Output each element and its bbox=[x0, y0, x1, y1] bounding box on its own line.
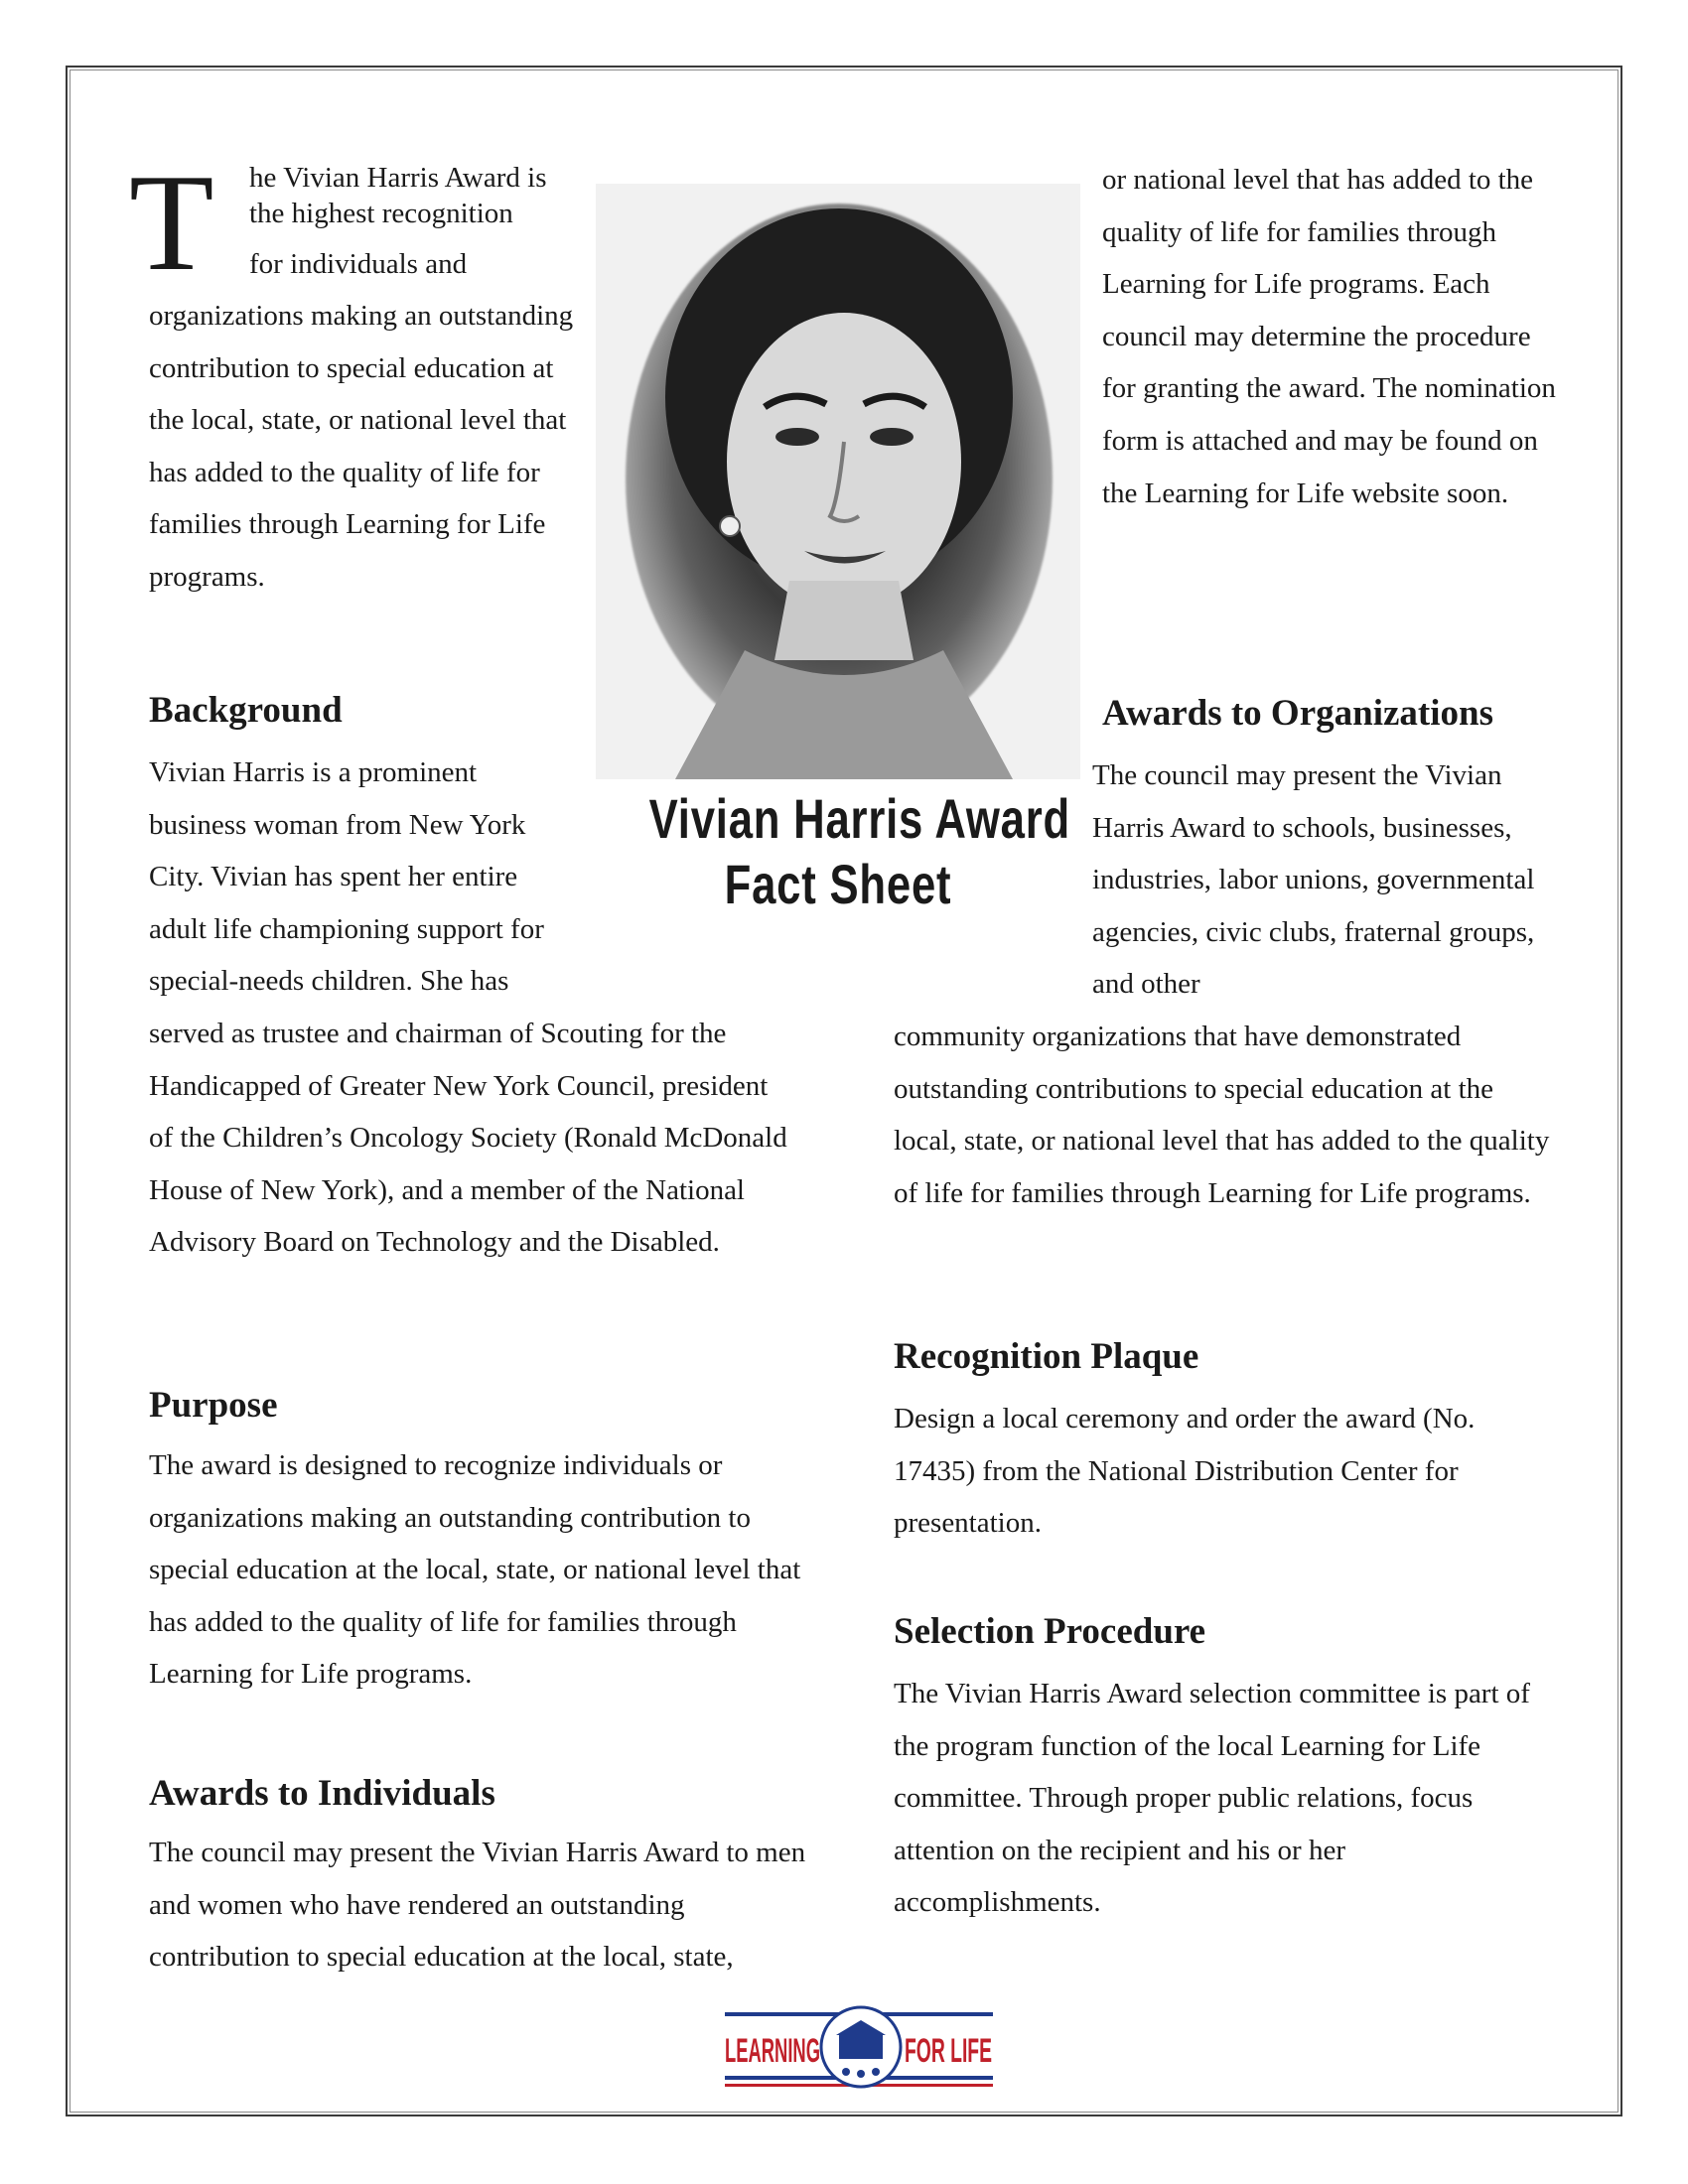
awards-individuals-heading: Awards to Individuals bbox=[149, 1773, 495, 1814]
purpose-heading: Purpose bbox=[149, 1385, 278, 1426]
logo-text-left: LEARNING bbox=[725, 2032, 820, 2070]
selection-procedure-heading: Selection Procedure bbox=[894, 1611, 1206, 1652]
page-title bbox=[648, 786, 1070, 917]
intro-line-2: the highest recognition bbox=[249, 198, 513, 229]
drop-cap: T bbox=[129, 146, 214, 300]
background-paragraph-wide bbox=[149, 1008, 794, 1269]
intro-line-3: for individuals and bbox=[249, 248, 468, 280]
intro-line-1: he Vivian Harris Award is bbox=[249, 162, 547, 194]
background-heading: Background bbox=[149, 690, 343, 731]
title-line-2: Fact Sheet bbox=[724, 853, 952, 915]
logo-seal-building bbox=[839, 2035, 883, 2059]
awards-individuals-paragraph bbox=[149, 1827, 809, 1983]
background-text-wide: served as trustee and chairman of Scouting for the Handicapped of Greater New York Council, president of the Children’s Oncology Society (Ronald McDonald House of New York), and a member of the National Advisory Board on Technology and the Disabled. bbox=[149, 1018, 787, 1259]
background-text-narrow: Vivian Harris is a prominent business woman from New York City. Vivian has spent her entire adult life championing support for special-needs children. She has bbox=[149, 756, 544, 998]
portrait-photo bbox=[596, 184, 1080, 779]
recognition-plaque-heading: Recognition Plaque bbox=[894, 1336, 1199, 1377]
awards-organizations-paragraph-narrow bbox=[1092, 750, 1549, 1011]
selection-procedure-paragraph bbox=[894, 1668, 1559, 1929]
intro-short-lines-1 bbox=[249, 160, 587, 231]
recognition-plaque-paragraph bbox=[894, 1393, 1549, 1550]
purpose-paragraph bbox=[149, 1439, 804, 1701]
learning-for-life-logo bbox=[725, 2000, 993, 2100]
logo-text-right: FOR LIFE bbox=[905, 2032, 992, 2070]
awards-individuals-text: The council may present the Vivian Harris Award to men and women who have rendered an outstanding contribution to special education at the local, state, bbox=[149, 1837, 806, 1974]
recognition-plaque-text: Design a local ceremony and order the award (No. 17435) from the National Distribution Center for presentation. bbox=[894, 1403, 1476, 1540]
awards-organizations-paragraph-wide bbox=[894, 1011, 1554, 1219]
title-line-1: Vivian Harris Award bbox=[648, 787, 1070, 850]
intro-short-lines-2 bbox=[249, 238, 587, 291]
awards-organizations-text-narrow: The council may present the Vivian Harris Award to schools, businesses, industries, labor unions, governmental agencies, civic clubs, fraternal groups, and other bbox=[1092, 759, 1535, 1001]
selection-procedure-text: The Vivian Harris Award selection committee is part of the program function of the local Learning for Life committee. Through proper public relations, focus attention on the recipient and his or her accomplishments. bbox=[894, 1678, 1530, 1919]
awards-organizations-text-wide: community organizations that have demonstrated outstanding contributions to special education at the local, state, or national level that has added to the quality of life for families through Learning for Life programs. bbox=[894, 1021, 1550, 1209]
intro-paragraph bbox=[149, 290, 591, 604]
intro-continued-text: or national level that has added to the quality of life for families through Learning for Life programs. Each council may determine the procedure for granting the award. The nomination form is attached and may be found on the Learning for Life website soon. bbox=[1102, 164, 1556, 509]
portrait-illustration bbox=[596, 184, 1080, 779]
intro-text: organizations making an outstanding contribution to special education at the local, state, or national level that has added to the quality of life for families through Learning for Life programs. bbox=[149, 300, 574, 593]
awards-organizations-heading: Awards to Organizations bbox=[1102, 693, 1493, 734]
background-paragraph-narrow bbox=[149, 747, 566, 1008]
purpose-text: The award is designed to recognize individuals or organizations making an outstanding contribution to special education at the local, state, or national level that has added to the quality of life for families through Learning for Life programs. bbox=[149, 1449, 801, 1691]
intro-continued-paragraph bbox=[1102, 154, 1569, 519]
